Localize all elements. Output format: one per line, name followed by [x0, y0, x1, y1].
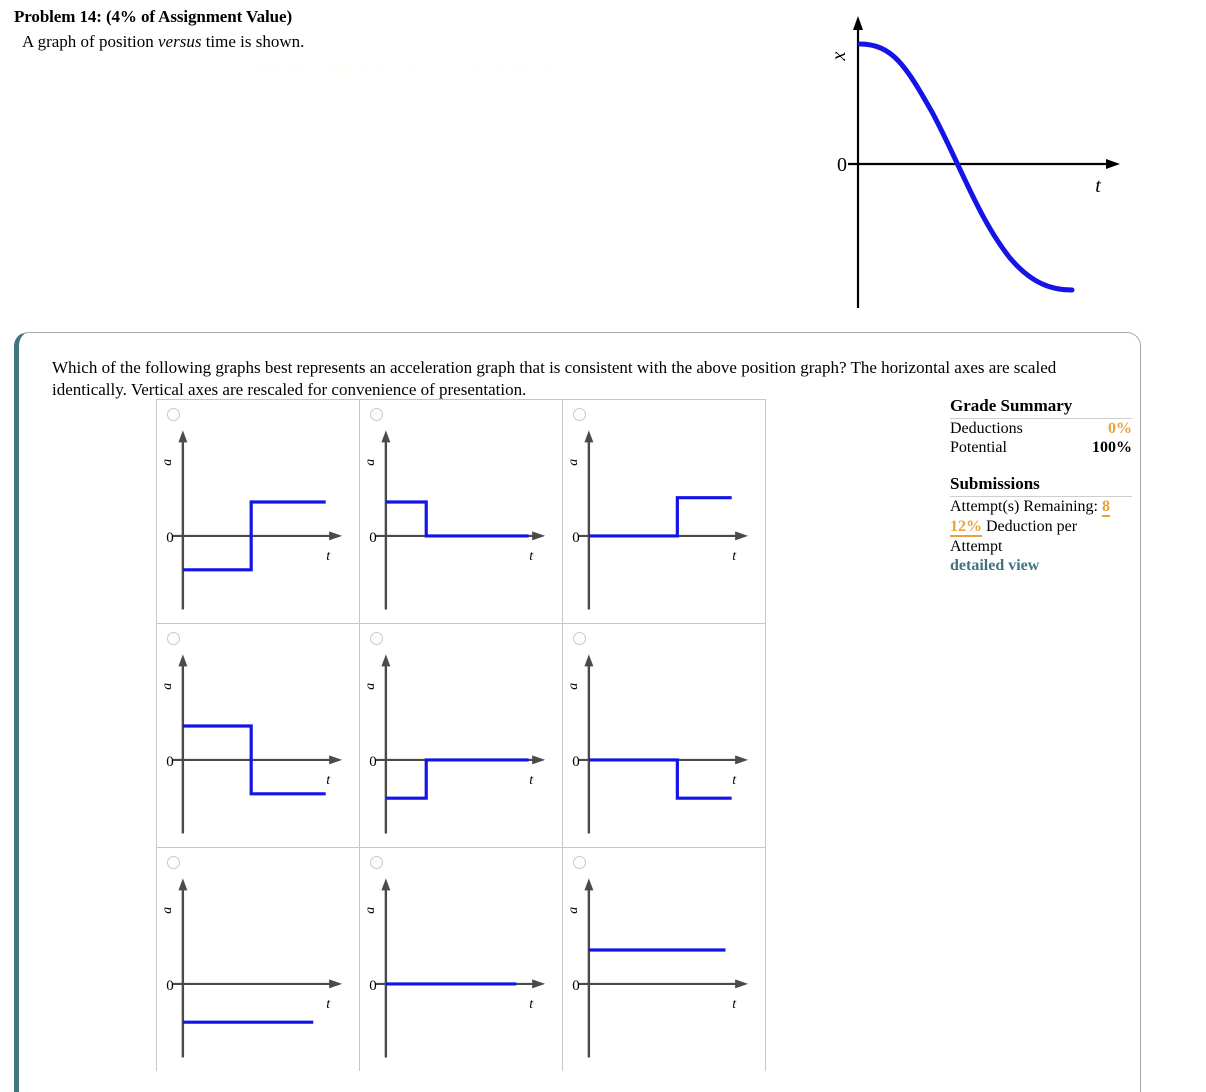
answer-choice-6[interactable] [563, 624, 765, 847]
deduction-per-attempt-row [950, 518, 1132, 537]
answer-choice-1[interactable] [157, 400, 359, 623]
svg-text:0: 0 [572, 977, 580, 994]
submissions-heading: Submissions [950, 474, 1132, 497]
svg-text:t: t [732, 548, 737, 564]
svg-text:0: 0 [369, 529, 377, 546]
problem-statement-prefix: A graph of position [22, 31, 158, 51]
choice-graph-6 [563, 642, 765, 842]
watermark-text: jdhnson13@ggc.edu 2585-50-11=1e-4a9X-54559 [250, 60, 577, 76]
choice-graph-1 [157, 418, 359, 618]
position-graph-svg [820, 8, 1140, 318]
position-x-axis-label: t [1095, 175, 1101, 197]
answer-choice-7[interactable] [157, 848, 359, 1071]
choice-graph-4 [157, 642, 359, 842]
choice-graph-2 [360, 418, 562, 618]
svg-text:0: 0 [166, 977, 174, 994]
answer-choice-2[interactable] [360, 400, 562, 623]
svg-text:a: a [362, 906, 378, 914]
position-y-axis-label: x [828, 51, 850, 61]
choice-graph-8 [360, 866, 562, 1066]
deduction-percent-value: 12% [950, 517, 982, 535]
deductions-label: Deductions [950, 420, 1023, 438]
svg-text:t: t [732, 772, 737, 788]
svg-text:0: 0 [572, 529, 580, 546]
svg-text:t: t [529, 772, 534, 788]
choice-graph-5 [360, 642, 562, 842]
problem-statement [14, 31, 714, 54]
attempts-remaining-label: Attempt(s) Remaining: [950, 497, 1098, 515]
answer-choice-9[interactable] [563, 848, 765, 1071]
svg-text:t: t [529, 996, 534, 1012]
svg-text:0: 0 [166, 529, 174, 546]
svg-text:t: t [529, 548, 534, 564]
deduction-per-attempt-label: Deduction per [986, 517, 1078, 535]
svg-text:a: a [565, 682, 581, 690]
svg-text:a: a [565, 906, 581, 914]
choice-graph-3 [563, 418, 765, 618]
position-y-axis-arrow [853, 16, 863, 30]
svg-text:a: a [159, 682, 175, 690]
grade-summary-panel [950, 396, 1132, 576]
svg-text:0: 0 [369, 753, 377, 770]
svg-text:t: t [326, 548, 331, 564]
potential-value: 100% [1092, 438, 1132, 456]
position-origin-label: 0 [837, 154, 847, 176]
svg-text:t: t [326, 996, 331, 1012]
position-curve [860, 44, 1072, 290]
answer-choice-5[interactable] [360, 624, 562, 847]
attempts-remaining-row [950, 498, 1132, 517]
deductions-row [950, 420, 1132, 439]
page-title: Problem 14: (4% of Assignment Value) [14, 7, 293, 26]
svg-text:t: t [326, 772, 331, 788]
potential-label: Potential [950, 438, 1007, 456]
answer-choice-8[interactable] [360, 848, 562, 1071]
svg-text:0: 0 [369, 977, 377, 994]
deductions-value: 0% [1108, 420, 1132, 438]
answer-choice-grid[interactable] [156, 399, 766, 1071]
answer-choice-3[interactable] [563, 400, 765, 623]
svg-text:a: a [362, 682, 378, 690]
problem-statement-italic: versus [158, 31, 202, 51]
attempts-remaining-value: 8 [1101, 497, 1110, 515]
svg-text:a: a [362, 458, 378, 466]
position-x-axis-arrow [1106, 159, 1120, 169]
grade-summary-heading: Grade Summary [950, 396, 1132, 419]
svg-text:t: t [732, 996, 737, 1012]
deduction-attempt-label: Attempt [950, 537, 1003, 555]
choice-graph-7 [157, 866, 359, 1066]
svg-text:0: 0 [166, 753, 174, 770]
problem-header [14, 6, 714, 54]
detailed-view-link[interactable]: detailed view [950, 557, 1040, 575]
svg-text:a: a [159, 458, 175, 466]
svg-text:a: a [565, 458, 581, 466]
choice-graph-9 [563, 866, 765, 1066]
svg-text:a: a [159, 906, 175, 914]
answer-choice-4[interactable] [157, 624, 359, 847]
question-prompt: Which of the following graphs best represents an acceleration graph that is consistent with the above position graph? The horizontal axes are scaled identically. Vertical axes are rescaled for convenience of presentation. [52, 358, 1057, 400]
position-vs-time-graph [820, 8, 1140, 318]
problem-statement-suffix: time is shown. [201, 31, 305, 51]
potential-row [950, 439, 1132, 458]
svg-text:0: 0 [572, 753, 580, 770]
